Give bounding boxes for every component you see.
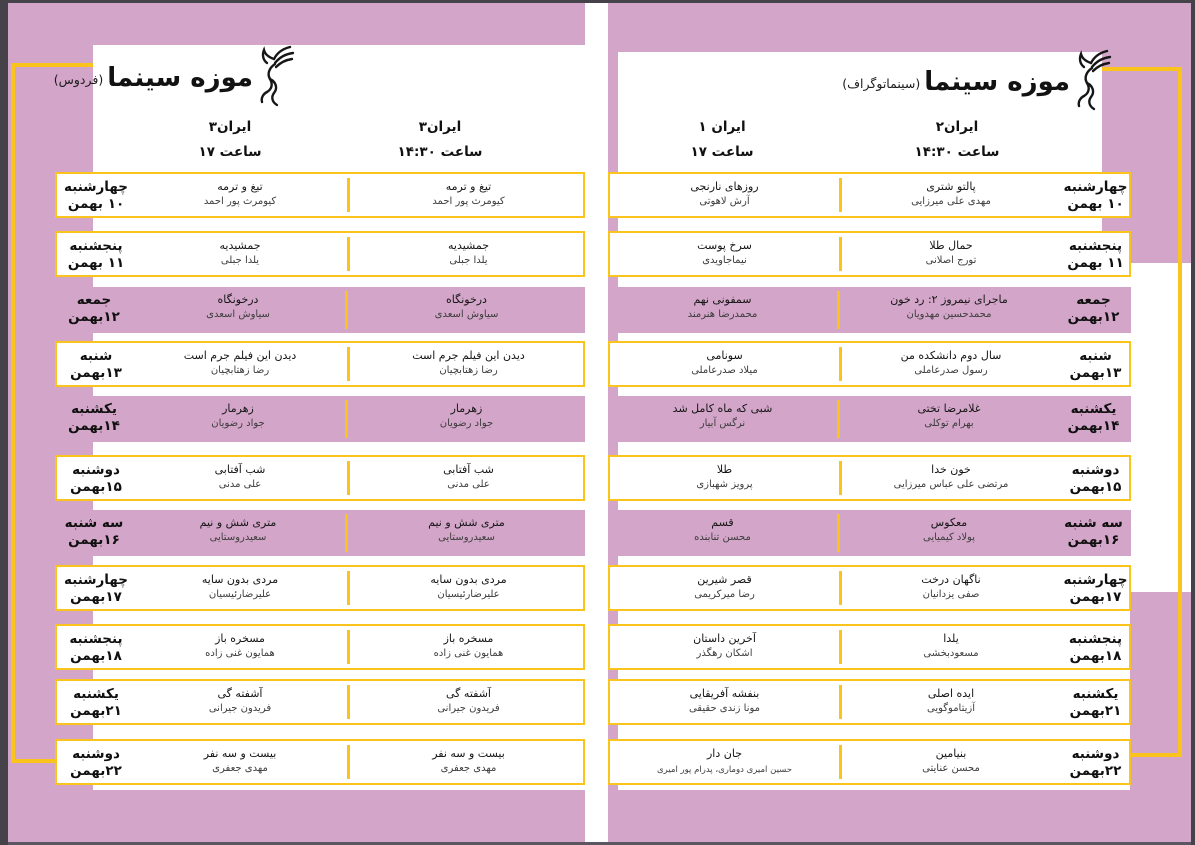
- frame-line-right-vertical: [1178, 67, 1182, 757]
- film-title: درخونگاه: [217, 293, 259, 306]
- screening-cell: [610, 510, 835, 556]
- screening-cell: [352, 457, 585, 499]
- film-title: آخرین داستان: [693, 632, 756, 645]
- film-director: سیاوش اسعدی: [206, 309, 270, 320]
- venue-title: موزه سینما: [107, 63, 253, 93]
- screening-cell: [841, 287, 1057, 333]
- screening-cell: [135, 233, 345, 275]
- film-title: یلدا: [943, 632, 959, 645]
- screening-cell: [352, 741, 585, 783]
- schedule-row: [55, 455, 585, 501]
- day-cell: [59, 741, 133, 783]
- film-title: پالتو شتری: [926, 180, 976, 193]
- column-divider-line: [839, 685, 842, 719]
- film-director: سعیدروستایی: [209, 532, 267, 543]
- screening-cell: [133, 287, 343, 333]
- day-cell: [1060, 174, 1131, 216]
- film-title: تیغ و ترمه: [445, 180, 492, 193]
- day-name: دوشنبه: [72, 746, 120, 762]
- film-director: علیرضارئیسیان: [208, 589, 272, 600]
- schedule-row: [55, 341, 585, 387]
- day-date: ۱۳بهمن: [1069, 365, 1122, 381]
- day-date: ۱۲بهمن: [1067, 309, 1120, 325]
- column-header-iran2: [847, 119, 1067, 160]
- screening-cell: [841, 510, 1057, 556]
- column-divider-line: [347, 685, 350, 719]
- schedule-row: [608, 455, 1131, 501]
- day-date: ۱۸بهمن: [1069, 648, 1122, 664]
- day-date: ۱۵بهمن: [70, 479, 122, 495]
- film-director: محسن عنایتی: [922, 763, 980, 774]
- film-title: بنیامین: [935, 747, 967, 760]
- day-cell: [1060, 567, 1131, 609]
- film-director: مونا زندی حقیقی: [688, 703, 761, 714]
- film-director: مسعودبخشی: [923, 648, 979, 659]
- film-title: جمشیدیه: [447, 239, 490, 252]
- day-date: ۱۸بهمن: [70, 648, 122, 664]
- film-director: علیرضارئیسیان: [437, 589, 500, 600]
- film-title: تیغ و ترمه: [217, 180, 263, 193]
- screening-cell: [843, 457, 1059, 499]
- film-title: سونامی: [706, 349, 743, 362]
- day-date: ۱۰ بهمن: [67, 196, 125, 212]
- day-cell: [59, 681, 133, 723]
- film-director: جواد رضویان: [439, 418, 494, 429]
- hall-name: ایران۳: [208, 119, 252, 135]
- column-divider-line: [347, 745, 350, 779]
- frame-line-left-vertical: [11, 63, 15, 763]
- screening-cell: [352, 626, 585, 668]
- day-name: چهارشنبه: [64, 572, 128, 588]
- schedule-row: [55, 231, 585, 277]
- film-title: جمشیدیه: [219, 239, 261, 252]
- film-director: اشکان رهگذر: [696, 648, 753, 659]
- frame-line-left-bottom: [11, 759, 57, 763]
- day-date: ۱۱ بهمن: [1067, 255, 1124, 271]
- column-divider-line: [345, 400, 348, 438]
- day-cell: [59, 174, 133, 216]
- day-name: یکشنبه: [1072, 686, 1119, 702]
- column-divider-line: [347, 571, 350, 605]
- film-title: ایده اصلی: [927, 687, 975, 700]
- day-date: ۱۴بهمن: [68, 418, 120, 434]
- film-director: رضا میرکریمی: [694, 589, 755, 600]
- column-divider-line: [839, 461, 842, 495]
- day-date: ۱۷بهمن: [1069, 589, 1122, 605]
- film-director: علی مدنی: [447, 479, 490, 490]
- screening-cell: [843, 343, 1059, 385]
- schedule-row: [608, 624, 1131, 670]
- day-date: ۲۲بهمن: [70, 763, 122, 779]
- film-title: غلامرضا تختی: [917, 402, 981, 415]
- film-director: جواد رضویان: [211, 418, 265, 429]
- film-title: قصر شیرین: [697, 573, 752, 586]
- film-director: سیاوش اسعدی: [434, 309, 499, 320]
- day-cell: [59, 233, 133, 275]
- day-name: شنبه: [1079, 348, 1112, 364]
- day-name: سه شنبه: [1064, 515, 1123, 531]
- day-name: چهارشنبه: [1063, 179, 1128, 195]
- film-title: دیدن این فیلم جرم است: [183, 349, 297, 362]
- day-name: جمعه: [1076, 292, 1111, 308]
- day-name: پنجشنبه: [1068, 238, 1123, 254]
- day-date: ۱۶بهمن: [68, 532, 120, 548]
- column-divider-line: [347, 630, 350, 664]
- day-cell: [59, 457, 133, 499]
- film-director: مرتضی علی عباس میرزایی: [893, 479, 1009, 490]
- screening-cell: [610, 396, 835, 442]
- venue-header-right: [800, 46, 1112, 118]
- column-divider-line: [347, 347, 350, 381]
- film-title: سمفونی نهم: [693, 293, 752, 306]
- column-divider-line: [837, 400, 840, 438]
- day-name: دوشنبه: [1071, 462, 1120, 478]
- schedule-row: [55, 172, 585, 218]
- column-divider-line: [839, 237, 842, 271]
- screening-cell: [612, 233, 837, 275]
- schedule-row: [55, 624, 585, 670]
- day-cell: [1060, 681, 1131, 723]
- screening-cell: [352, 567, 585, 609]
- screening-cell: [352, 681, 585, 723]
- film-title: حمال طلا: [929, 239, 973, 252]
- hall-name: ایران۲: [935, 119, 979, 135]
- screening-cell: [612, 741, 837, 783]
- day-cell: [1060, 741, 1131, 783]
- day-name: چهارشنبه: [64, 179, 128, 195]
- day-date: ۲۱بهمن: [1069, 703, 1122, 719]
- film-title: شبی که ماه کامل شد: [672, 402, 773, 415]
- film-director: مهدی علی میرزایی: [911, 196, 991, 207]
- day-name: پنجشنبه: [69, 238, 123, 254]
- screening-cell: [135, 567, 345, 609]
- day-date: ۱۰ بهمن: [1067, 196, 1124, 212]
- film-director: محسن تنابنده: [694, 532, 751, 543]
- film-director: سعیدروستایی: [438, 532, 495, 543]
- day-date: ۱۶بهمن: [1067, 532, 1120, 548]
- scan-edge-top: [0, 0, 1195, 3]
- film-title: مسخره باز: [443, 632, 494, 645]
- venue-title: موزه سینما: [924, 67, 1070, 97]
- schedule-row: [608, 231, 1131, 277]
- schedule-row: [608, 341, 1131, 387]
- hall-time: ساعت ۱۷: [198, 144, 262, 160]
- film-title: متری شش و نیم: [428, 516, 505, 529]
- day-date: ۱۷بهمن: [70, 589, 122, 605]
- film-title: طلا: [716, 463, 733, 476]
- day-name: دوشنبه: [1071, 746, 1120, 762]
- day-cell: [57, 510, 131, 556]
- column-divider-line: [839, 745, 842, 779]
- day-cell: [1060, 457, 1131, 499]
- screening-cell: [352, 343, 585, 385]
- film-title: آشفته گی: [217, 687, 263, 700]
- day-cell: [1058, 396, 1129, 442]
- film-director: محمدحسین مهدویان: [906, 309, 992, 320]
- day-name: پنجشنبه: [1068, 631, 1123, 647]
- screening-cell: [350, 396, 583, 442]
- film-director: مهدی جعفری: [212, 763, 268, 774]
- day-name: دوشنبه: [72, 462, 120, 478]
- day-name: سه شنبه: [64, 515, 124, 531]
- film-title: روزهای نارنجی: [690, 180, 759, 193]
- screening-cell: [612, 457, 837, 499]
- day-name: شنبه: [79, 348, 113, 364]
- film-title: شب آفتابی: [443, 463, 494, 476]
- film-director: محمدرضا هنرمند: [687, 309, 758, 320]
- film-title: بیست و سه نفر: [203, 747, 277, 760]
- film-director: کیومرث پور احمد: [203, 196, 277, 207]
- column-divider-line: [839, 630, 842, 664]
- film-director: رسول صدرعاملی: [914, 365, 988, 376]
- scan-edge-left: [0, 0, 8, 845]
- hall-name: ایران ۱: [698, 119, 746, 135]
- screening-cell: [352, 174, 585, 216]
- column-divider-line: [347, 461, 350, 495]
- screening-cell: [610, 287, 835, 333]
- film-title: آشفته گی: [446, 687, 491, 700]
- column-header-iran1: [622, 119, 822, 160]
- film-title: زهرمار: [222, 402, 254, 415]
- column-divider-line: [839, 347, 842, 381]
- schedule-row: [608, 287, 1131, 333]
- film-director: صفی یزدانیان: [922, 589, 980, 600]
- column-divider-line: [839, 571, 842, 605]
- day-cell: [59, 626, 133, 668]
- scan-edge-right: [1191, 0, 1195, 845]
- day-name: یکشنبه: [73, 686, 119, 702]
- day-name: پنجشنبه: [69, 631, 123, 647]
- film-director: حسین امیری دوماری، پدرام پور امیری: [657, 765, 792, 775]
- film-director: یلدا جبلی: [449, 255, 488, 266]
- schedule-row: [608, 396, 1131, 442]
- film-title: جان دار: [707, 747, 742, 760]
- film-title: زهرمار: [450, 402, 483, 415]
- column-header-iran3-17: [125, 119, 335, 160]
- day-name: چهارشنبه: [1063, 572, 1128, 588]
- day-name: یکشنبه: [1070, 401, 1117, 417]
- screening-cell: [612, 681, 837, 723]
- frame-line-right-top: [1102, 67, 1182, 71]
- film-title: شب آفتابی: [214, 463, 266, 476]
- film-title: معکوس: [930, 516, 968, 529]
- schedule-row: [55, 679, 585, 725]
- film-director: پولاد کیمیایی: [922, 532, 976, 543]
- film-director: نیماجاویدی: [702, 255, 747, 266]
- film-title: قسم: [711, 516, 734, 529]
- hall-time: ساعت ۱۷: [690, 144, 754, 160]
- film-director: همایون غنی زاده: [205, 648, 275, 659]
- film-director: آزیتاموگویی: [926, 703, 976, 714]
- fajr-simorgh-logo-icon: [1074, 48, 1112, 116]
- screening-cell: [135, 626, 345, 668]
- film-title: ناگهان درخت: [921, 573, 981, 586]
- day-cell: [57, 396, 131, 442]
- screening-cell: [843, 626, 1059, 668]
- film-director: میلاد صدرعاملی: [691, 365, 758, 376]
- film-director: فریدون جیرانی: [208, 703, 272, 714]
- film-title: بنفشه آفریقایی: [689, 687, 760, 700]
- day-cell: [1060, 626, 1131, 668]
- day-date: ۲۱بهمن: [70, 703, 122, 719]
- day-cell: [57, 287, 131, 333]
- column-divider-line: [837, 514, 840, 552]
- film-director: نرگس آبیار: [699, 418, 746, 429]
- film-title: دیدن این فیلم جرم است: [412, 349, 525, 362]
- column-divider-line: [345, 291, 348, 329]
- screening-cell: [843, 741, 1059, 783]
- screening-cell: [352, 233, 585, 275]
- hall-time: ساعت ۱۴:۳۰: [914, 144, 1000, 160]
- schedule-row: [55, 287, 585, 333]
- day-date: ۱۵بهمن: [1069, 479, 1122, 495]
- schedule-row: [55, 510, 585, 556]
- film-title: متری شش و نیم: [199, 516, 277, 529]
- schedule-row: [608, 172, 1131, 218]
- day-cell: [1060, 343, 1131, 385]
- day-cell: [1058, 510, 1129, 556]
- day-cell: [59, 567, 133, 609]
- film-director: کیومرث پور احمد: [432, 196, 505, 207]
- schedule-row: [608, 510, 1131, 556]
- screening-cell: [133, 510, 343, 556]
- schedule-row: [55, 396, 585, 442]
- film-director: آرش لاهوتی: [699, 196, 750, 207]
- screening-cell: [612, 626, 837, 668]
- screening-cell: [843, 681, 1059, 723]
- frame-line-left-top: [11, 63, 93, 67]
- screening-cell: [350, 510, 583, 556]
- column-divider-line: [837, 291, 840, 329]
- film-director: یلدا جبلی: [220, 255, 260, 266]
- film-title: خون خدا: [931, 463, 971, 476]
- film-director: علی مدنی: [218, 479, 262, 490]
- film-director: بهرام توکلی: [924, 418, 974, 429]
- film-director: فریدون جیرانی: [437, 703, 500, 714]
- venue-annex: (فردوس): [53, 71, 104, 87]
- film-director: رضا زهتابچیان: [439, 365, 498, 376]
- film-title: ماجرای نیمروز ۲: رد خون: [890, 293, 1008, 306]
- schedule-row: [55, 565, 585, 611]
- column-divider-line: [839, 178, 842, 212]
- day-date: ۱۴بهمن: [1067, 418, 1120, 434]
- day-date: ۲۲بهمن: [1069, 763, 1122, 779]
- screening-cell: [350, 287, 583, 333]
- schedule-row: [608, 739, 1131, 785]
- film-title: مردی بدون سایه: [430, 573, 507, 586]
- screening-cell: [612, 174, 837, 216]
- hall-time: ساعت ۱۴:۳۰: [397, 144, 483, 160]
- day-date: ۱۱ بهمن: [67, 255, 125, 271]
- schedule-row: [608, 679, 1131, 725]
- column-header-iran3-1430: [330, 119, 550, 160]
- film-title: بیست و سه نفر: [432, 747, 505, 760]
- day-cell: [59, 343, 133, 385]
- schedule-row: [55, 739, 585, 785]
- day-date: ۱۳بهمن: [70, 365, 122, 381]
- day-cell: [1060, 233, 1131, 275]
- screening-cell: [612, 567, 837, 609]
- frame-line-right-bottom: [1131, 753, 1182, 757]
- hall-name: ایران۳: [418, 119, 462, 135]
- film-director: تورج اصلانی: [925, 255, 977, 266]
- screening-cell: [843, 174, 1059, 216]
- day-name: جمعه: [76, 292, 112, 308]
- film-director: پرویز شهبازی: [696, 479, 753, 490]
- day-date: ۱۲بهمن: [68, 309, 120, 325]
- film-title: مسخره باز: [215, 632, 265, 645]
- day-cell: [1058, 287, 1129, 333]
- film-title: مردی بدون سایه: [201, 573, 279, 586]
- screening-cell: [135, 457, 345, 499]
- column-divider-line: [345, 514, 348, 552]
- film-title: سال دوم دانشکده من: [900, 349, 1002, 362]
- film-title: سرخ پوست: [697, 239, 752, 252]
- screening-cell: [843, 233, 1059, 275]
- screening-cell: [135, 174, 345, 216]
- screening-cell: [133, 396, 343, 442]
- film-director: رضا زهتابچیان: [210, 365, 270, 376]
- screening-cell: [135, 681, 345, 723]
- column-divider-line: [347, 178, 350, 212]
- screening-cell: [135, 741, 345, 783]
- fajr-simorgh-logo-icon: [257, 44, 295, 112]
- film-director: مهدی جعفری: [440, 763, 497, 774]
- venue-header-left: [53, 42, 295, 114]
- film-director: همایون غنی زاده: [433, 648, 504, 659]
- screening-cell: [612, 343, 837, 385]
- column-divider-line: [347, 237, 350, 271]
- venue-annex: (سینماتوگراف): [842, 75, 921, 91]
- schedule-row: [608, 565, 1131, 611]
- screening-cell: [841, 396, 1057, 442]
- film-title: درخونگاه: [446, 293, 487, 306]
- screening-cell: [135, 343, 345, 385]
- screening-cell: [843, 567, 1059, 609]
- day-name: یکشنبه: [71, 401, 117, 417]
